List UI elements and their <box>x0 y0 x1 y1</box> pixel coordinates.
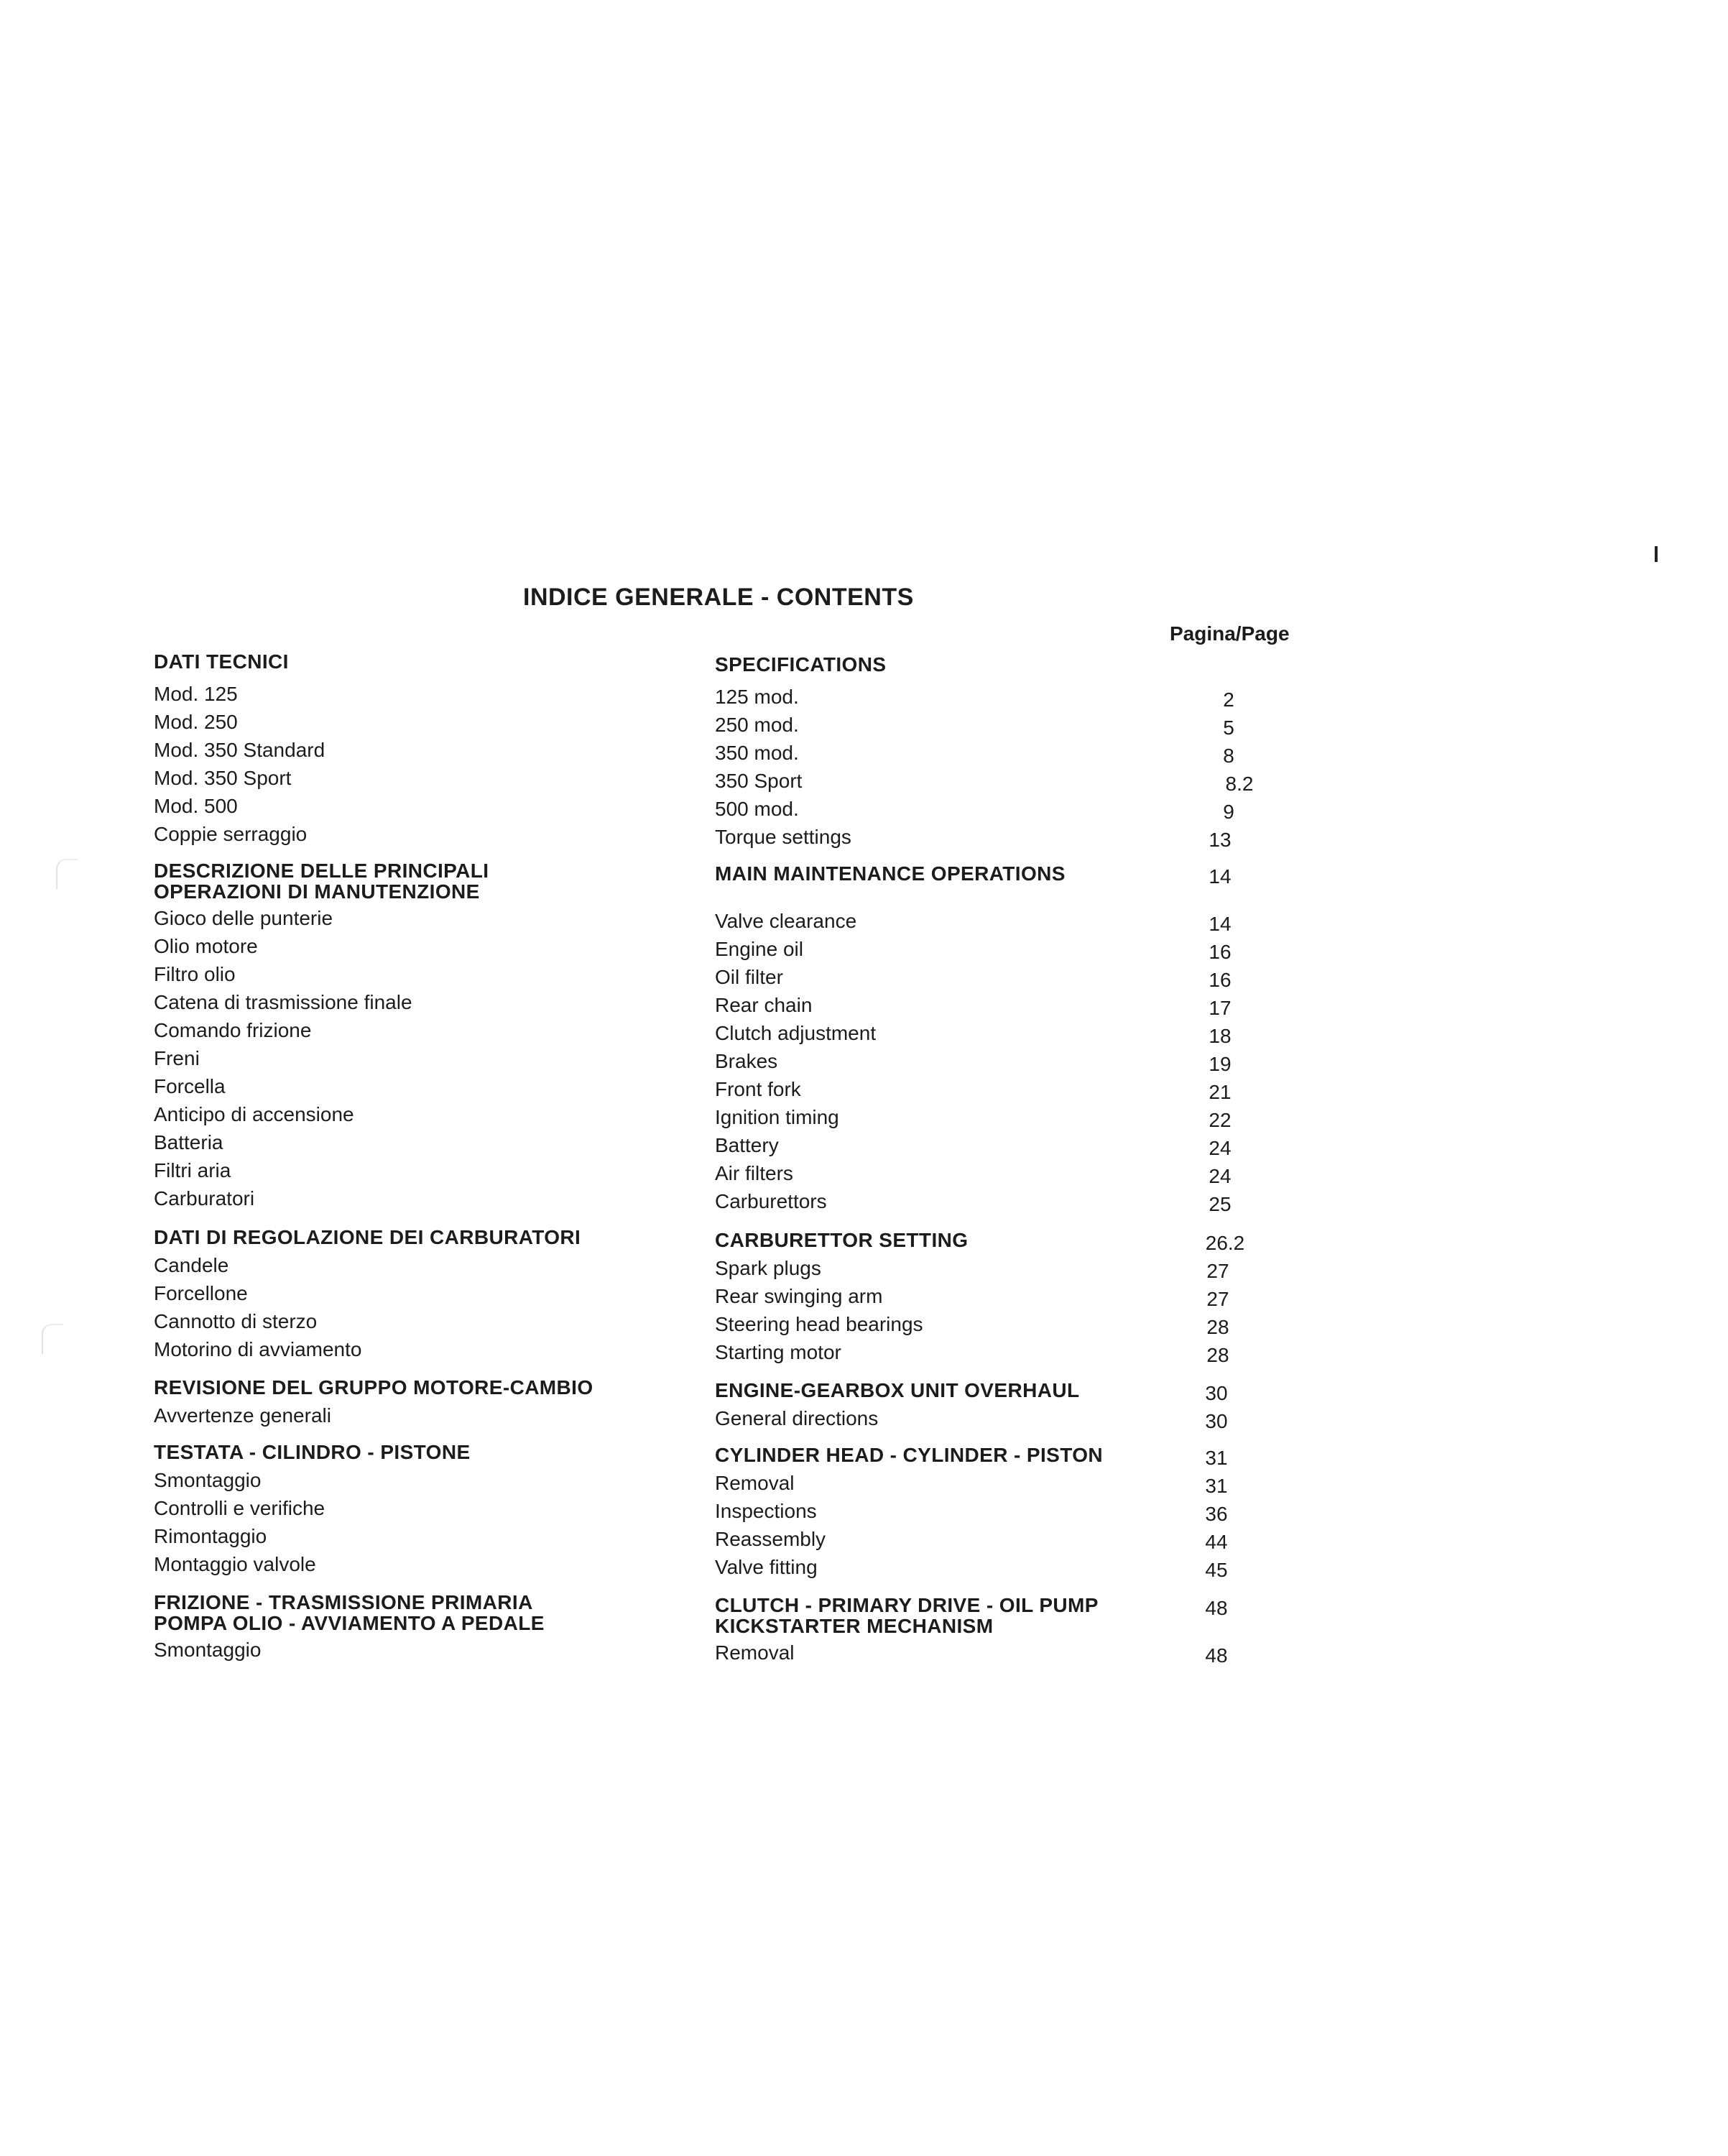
page-number: 2 <box>1223 688 1234 711</box>
italian-entry: Freni <box>154 1047 200 1069</box>
page-number: 24 <box>1209 1137 1232 1159</box>
english-entry: Oil filter <box>715 966 783 988</box>
italian-entry: Candele <box>154 1254 229 1276</box>
english-entry: Carburettors <box>715 1190 827 1212</box>
page-number: 16 <box>1209 941 1232 963</box>
italian-heading: DATI DI REGOLAZIONE DEI CARBURATORI <box>154 1226 581 1248</box>
english-entry: Brakes <box>715 1050 778 1072</box>
english-entry: Valve fitting <box>715 1556 818 1578</box>
italian-entry: Mod. 350 Sport <box>154 767 292 789</box>
page-number: 13 <box>1209 829 1232 851</box>
english-entry: Removal <box>715 1641 795 1664</box>
english-entry: Torque settings <box>715 826 851 848</box>
page-number: 30 <box>1205 1410 1228 1432</box>
page-number: 8 <box>1223 745 1234 767</box>
scan-smudge <box>56 859 78 889</box>
italian-entry: Mod. 125 <box>154 683 238 705</box>
page-number: 16 <box>1209 969 1232 991</box>
page-number: 5 <box>1223 717 1234 739</box>
italian-entry: Mod. 250 <box>154 711 238 733</box>
english-entry: Ignition timing <box>715 1106 839 1128</box>
english-heading: CLUTCH - PRIMARY DRIVE - OIL PUMP KICKSTARTER MECHANISM <box>715 1594 1099 1637</box>
italian-heading: REVISIONE DEL GRUPPO MOTORE-CAMBIO <box>154 1376 593 1399</box>
page-number: 28 <box>1206 1316 1229 1338</box>
english-entry: Rear chain <box>715 994 813 1016</box>
italian-heading: DESCRIZIONE DELLE PRINCIPALI OPERAZIONI DI MANUTENZIONE <box>154 860 489 903</box>
italian-entry: Avvertenze generali <box>154 1404 331 1427</box>
italian-entry: Catena di trasmissione finale <box>154 991 412 1013</box>
italian-entry: Batteria <box>154 1131 223 1153</box>
italian-entry: Cannotto di sterzo <box>154 1310 318 1332</box>
english-heading: MAIN MAINTENANCE OPERATIONS <box>715 862 1066 885</box>
english-heading: SPECIFICATIONS <box>715 653 887 676</box>
page-number: 31 <box>1205 1475 1228 1497</box>
english-heading: ENGINE-GEARBOX UNIT OVERHAUL <box>715 1379 1080 1401</box>
english-entry: Engine oil <box>715 938 803 960</box>
italian-heading: DATI TECNICI <box>154 650 289 673</box>
italian-entry: Comando frizione <box>154 1019 312 1041</box>
english-entry: Steering head bearings <box>715 1313 923 1335</box>
italian-entry: Filtro olio <box>154 963 236 985</box>
english-entry: Reassembly <box>715 1528 826 1550</box>
english-heading: CARBURETTOR SETTING <box>715 1229 969 1251</box>
english-entry: Removal <box>715 1472 795 1494</box>
english-entry: Clutch adjustment <box>715 1022 877 1044</box>
english-entry: 500 mod. <box>715 798 799 820</box>
italian-entry: Filtri aria <box>154 1159 231 1181</box>
english-entry: Starting motor <box>715 1341 841 1363</box>
page-number: 26.2 <box>1205 1232 1245 1254</box>
page-number: 9 <box>1223 801 1234 823</box>
page-number: 44 <box>1205 1531 1228 1553</box>
italian-entry: Anticipo di accensione <box>154 1103 354 1125</box>
page-number: 48 <box>1205 1644 1228 1667</box>
english-heading: CYLINDER HEAD - CYLINDER - PISTON <box>715 1444 1104 1466</box>
page-number: 27 <box>1206 1288 1229 1310</box>
page-number: 31 <box>1205 1447 1228 1469</box>
page-number: 24 <box>1209 1165 1232 1187</box>
italian-entry: Montaggio valvole <box>154 1553 316 1575</box>
page-number: 18 <box>1209 1025 1232 1047</box>
italian-entry: Mod. 500 <box>154 795 238 817</box>
page-number: 22 <box>1209 1109 1232 1131</box>
page-number: 21 <box>1209 1081 1232 1103</box>
page-number: 17 <box>1209 997 1232 1019</box>
english-entry: 350 mod. <box>715 742 799 764</box>
page-number: 36 <box>1205 1503 1228 1525</box>
english-entry: Battery <box>715 1134 779 1156</box>
italian-entry: Rimontaggio <box>154 1525 267 1547</box>
english-entry: Front fork <box>715 1078 801 1100</box>
page-number: 25 <box>1209 1193 1232 1215</box>
page-column-header: Pagina/Page <box>1170 622 1290 645</box>
italian-entry: Smontaggio <box>154 1639 262 1661</box>
italian-entry: Olio motore <box>154 935 258 957</box>
english-entry: Inspections <box>715 1500 817 1522</box>
english-entry: Air filters <box>715 1162 793 1184</box>
italian-entry: Forcella <box>154 1075 226 1097</box>
italian-heading: FRIZIONE - TRASMISSIONE PRIMARIA POMPA OLIO - AVVIAMENTO A PEDALE <box>154 1591 545 1634</box>
english-entry: Valve clearance <box>715 910 857 932</box>
page-number: 48 <box>1205 1597 1228 1619</box>
page-number: 30 <box>1205 1382 1228 1404</box>
italian-entry: Controlli e verifiche <box>154 1497 325 1519</box>
english-entry: Rear swinging arm <box>715 1285 883 1307</box>
page-number: 45 <box>1205 1559 1228 1581</box>
english-entry: 250 mod. <box>715 714 799 736</box>
italian-entry: Mod. 350 Standard <box>154 739 325 761</box>
italian-entry: Gioco delle punterie <box>154 907 333 929</box>
page-number: 27 <box>1206 1260 1229 1282</box>
page-number: 14 <box>1209 865 1232 888</box>
italian-entry: Smontaggio <box>154 1469 262 1491</box>
italian-entry: Carburatori <box>154 1187 255 1210</box>
italian-entry: Coppie serraggio <box>154 823 308 845</box>
page-number: 8.2 <box>1225 773 1254 795</box>
english-entry: Spark plugs <box>715 1257 821 1279</box>
page-title: INDICE GENERALE - CONTENTS <box>523 584 914 611</box>
italian-entry: Motorino di avviamento <box>154 1338 362 1360</box>
page-number: 19 <box>1209 1053 1232 1075</box>
italian-heading: TESTATA - CILINDRO - PISTONE <box>154 1441 471 1463</box>
page-number-marker <box>1655 546 1658 562</box>
english-entry: General directions <box>715 1407 879 1429</box>
scan-smudge <box>42 1324 63 1354</box>
english-entry: 125 mod. <box>715 686 799 708</box>
english-entry: 350 Sport <box>715 770 803 792</box>
italian-entry: Forcellone <box>154 1282 248 1304</box>
page-number: 28 <box>1206 1344 1229 1366</box>
page-number: 14 <box>1209 913 1232 935</box>
